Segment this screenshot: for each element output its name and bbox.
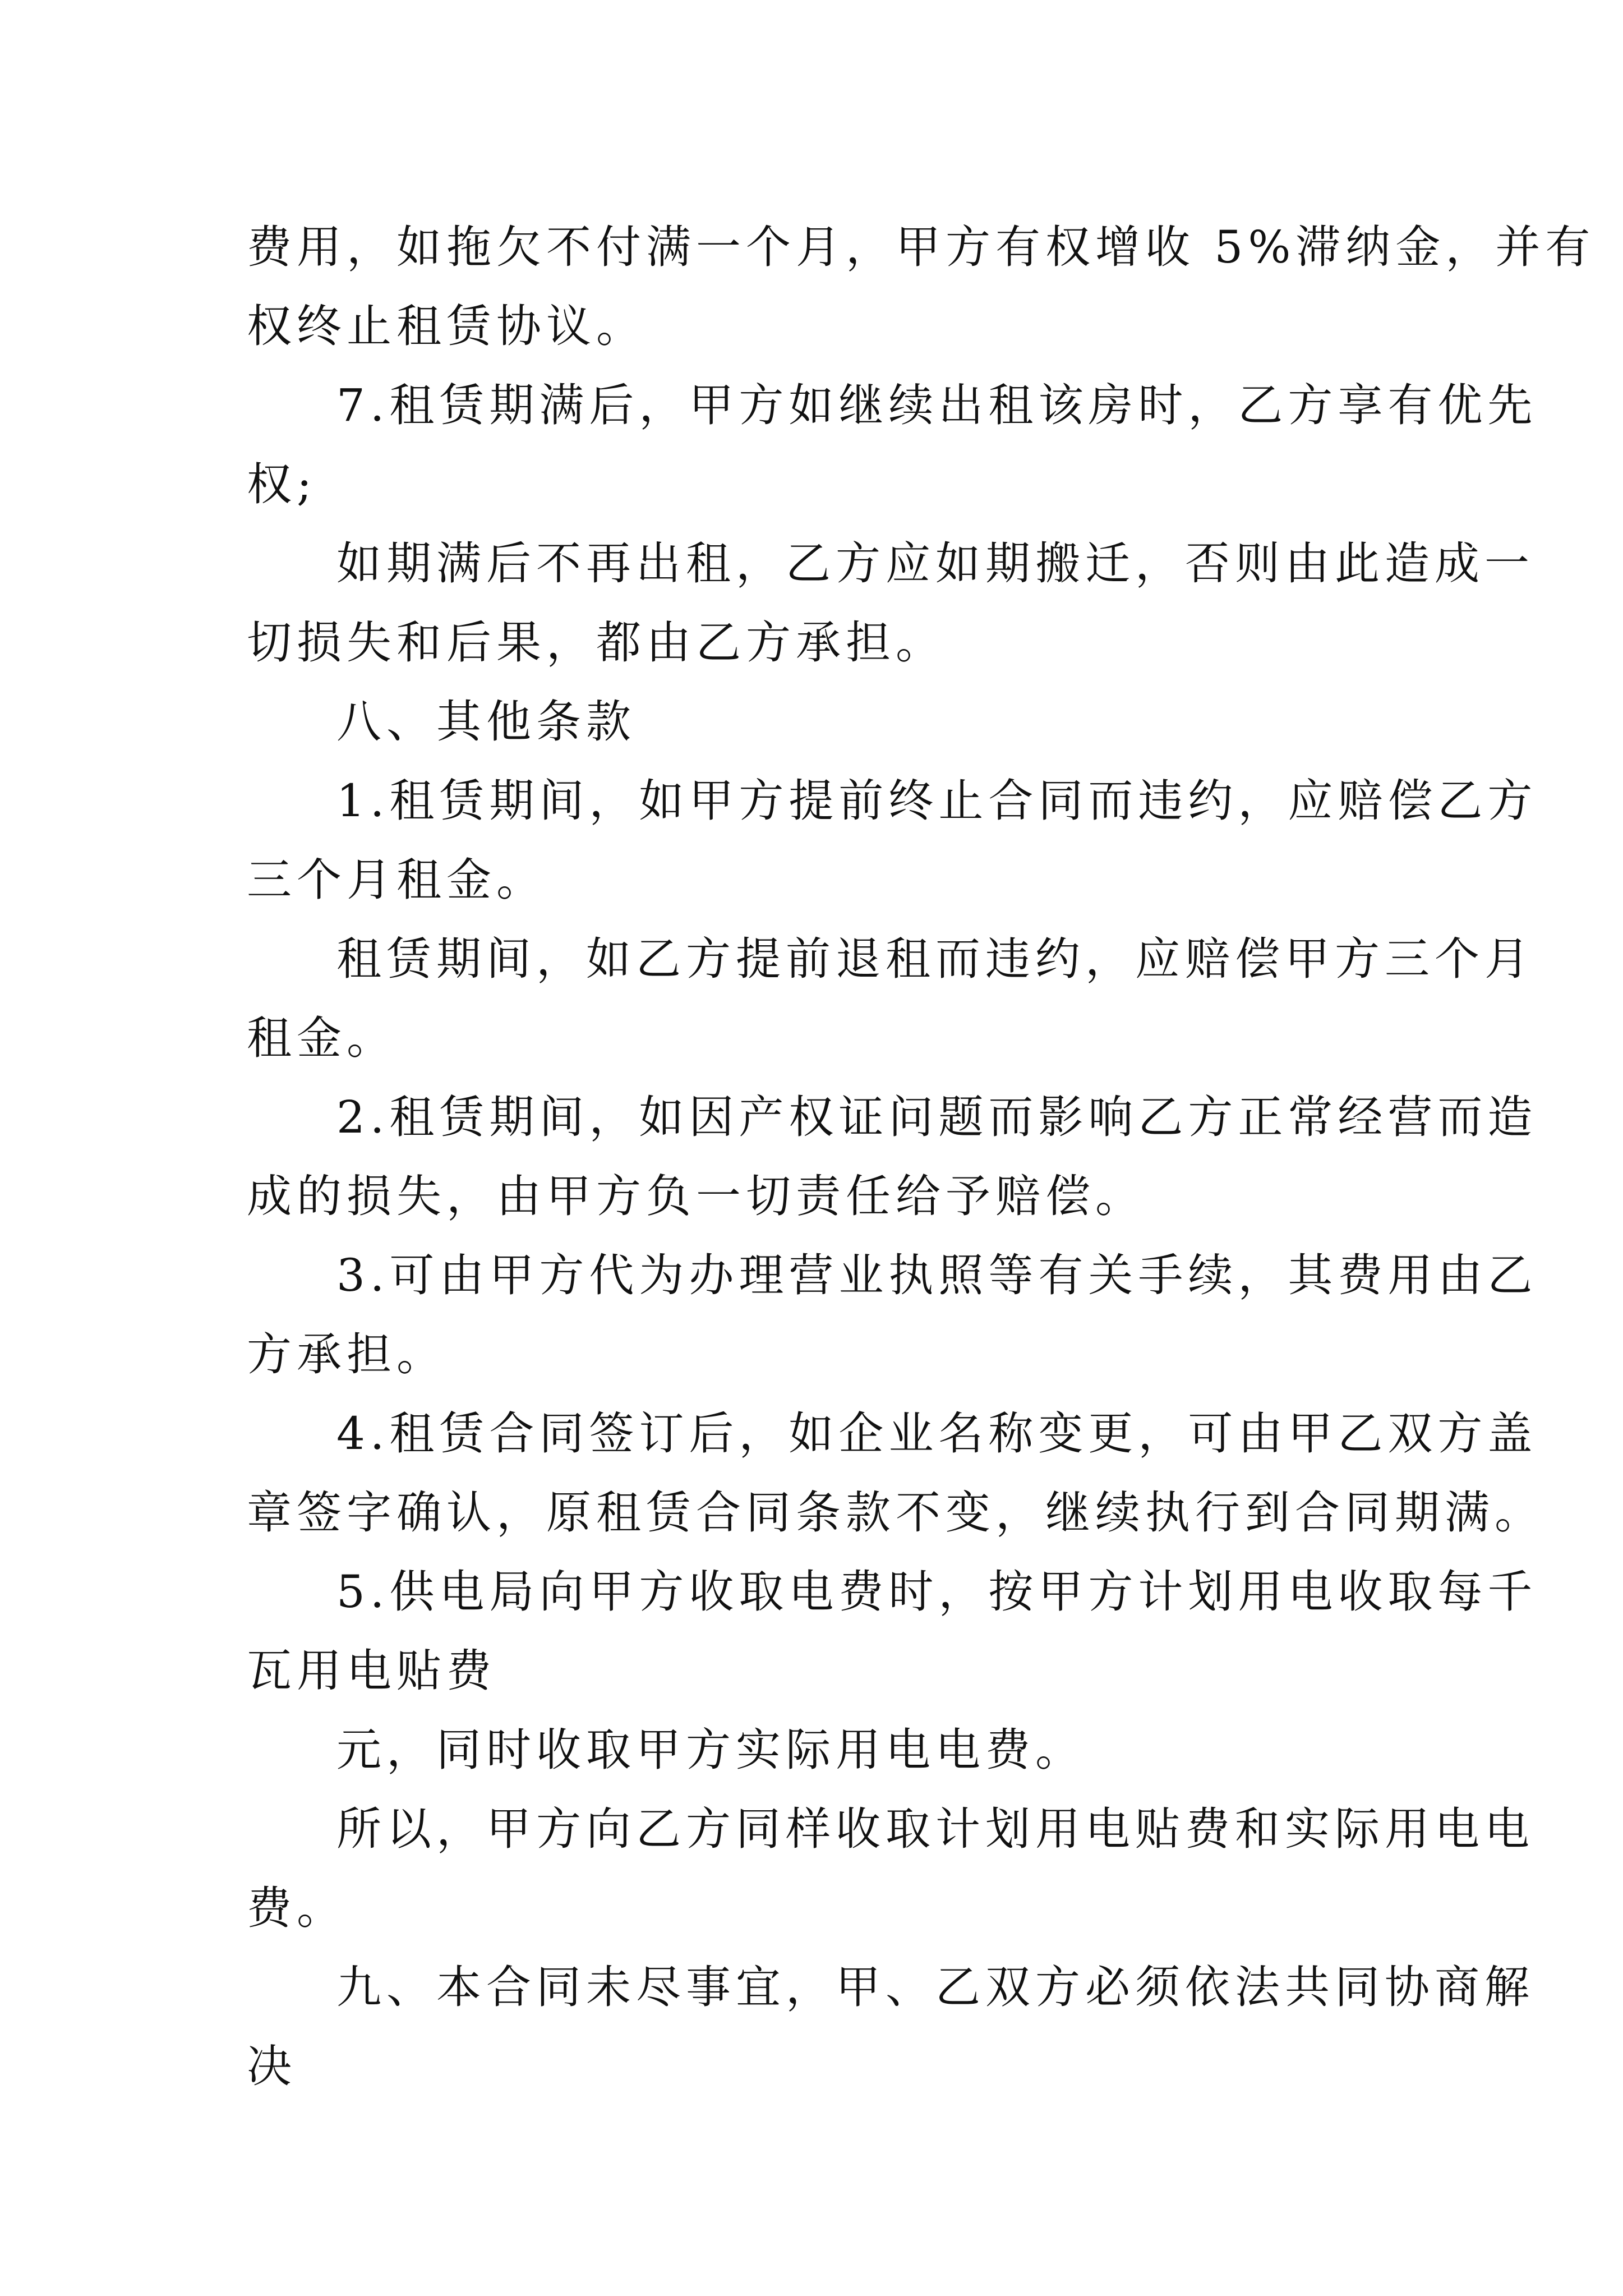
text-line: 5.供电局向甲方收取电费时，按甲方计划用电收取每千 xyxy=(336,1566,1538,1618)
text-line: 如期满后不再出租，乙方应如期搬迁，否则由此造成一 xyxy=(336,537,1534,590)
text-line: 决 xyxy=(247,2040,297,2092)
section-heading: 九、本合同未尽事宜，甲、乙双方必须依法共同协商解 xyxy=(336,1961,1534,2013)
text-line: 元，同时收取甲方实际用电电费。 xyxy=(336,1724,1085,1776)
text-line: 租赁期间，如乙方提前退租而违约，应赔偿甲方三个月 xyxy=(336,933,1534,985)
text-line: 2.租赁期间，如因产权证问题而影响乙方正常经营而造 xyxy=(336,1091,1538,1143)
text-line: 切损失和后果，都由乙方承担。 xyxy=(247,616,946,669)
text-line: 瓦用电贴费 xyxy=(247,1645,496,1697)
text-line: 权终止租赁协议。 xyxy=(247,300,646,352)
text-line: 三个月租金。 xyxy=(247,854,546,906)
text-line: 章签字确认，原租赁合同条款不变，继续执行到合同期满。 xyxy=(247,1487,1544,1539)
text-line: 成的损失，由甲方负一切责任给予赔偿。 xyxy=(247,1170,1145,1222)
text-line: 费用，如拖欠不付满一个月，甲方有权增收 5%滞纳金，并有 xyxy=(247,221,1596,273)
text-line: 权; xyxy=(247,458,317,510)
text-line: 1.租赁期间，如甲方提前终止合同而违约，应赔偿乙方 xyxy=(336,775,1538,827)
section-heading: 八、其他条款 xyxy=(336,696,636,748)
text-line: 所以，甲方向乙方同样收取计划用电贴费和实际用电电 xyxy=(336,1803,1534,1855)
document-body xyxy=(247,208,1596,2106)
text-line: 租金。 xyxy=(247,1012,396,1064)
text-line: 方承担。 xyxy=(247,1328,446,1381)
text-line: 费。 xyxy=(247,1882,347,1934)
text-line: 4.租赁合同签订后，如企业名称变更，可由甲乙双方盖 xyxy=(336,1407,1538,1460)
text-line: 7.租赁期满后，甲方如继续出租该房时，乙方享有优先 xyxy=(336,379,1538,431)
text-line: 3.可由甲方代为办理营业执照等有关手续，其费用由乙 xyxy=(336,1249,1538,1301)
